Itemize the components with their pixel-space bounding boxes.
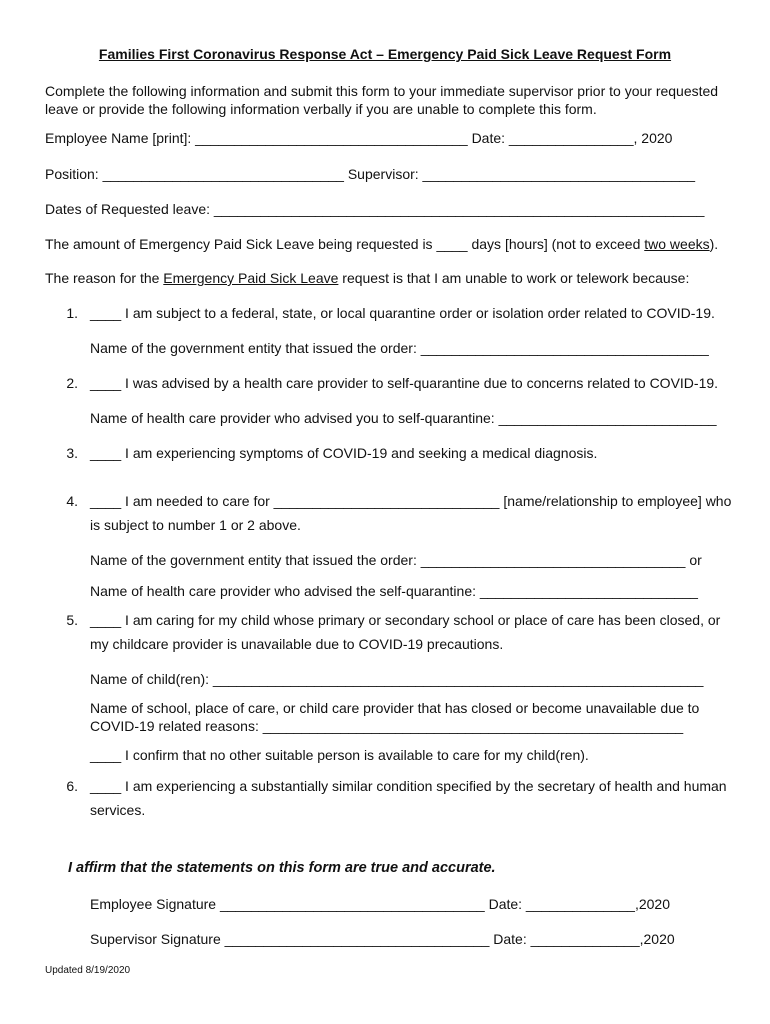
reason-6-text-2: services. bbox=[90, 802, 146, 818]
reason-3-number: 3. bbox=[66, 445, 78, 461]
form-title: Families First Coronavirus Response Act – Emergency Paid Sick Leave Request Form bbox=[98, 46, 672, 62]
position-supervisor-field[interactable]: Position: _______________________________ Supervisor: ___________________________________ bbox=[45, 166, 696, 182]
reason-3-text[interactable]: ____ I am experiencing symptoms of COVID-19 and seeking a medical diagnosis. bbox=[90, 445, 598, 461]
supervisor-signature-field[interactable]: Supervisor Signature __________________________________ Date: ______________,2020 bbox=[90, 931, 675, 947]
affirmation-statement: I affirm that the statements on this form are true and accurate. bbox=[68, 860, 496, 876]
reason-6-text-1[interactable]: ____ I am experiencing a substantially similar condition specified by the secretary of health and human bbox=[90, 778, 727, 794]
child-name-field[interactable]: Name of child(ren): _______________________________________________________________ bbox=[90, 671, 704, 687]
reason-4-number: 4. bbox=[66, 493, 78, 509]
updated-date: Updated 8/19/2020 bbox=[45, 965, 131, 976]
employee-signature-field[interactable]: Employee Signature __________________________________ Date: ______________,2020 bbox=[90, 896, 670, 912]
reason-2-number: 2. bbox=[66, 375, 78, 391]
reason-4-text-2: is subject to number 1 or 2 above. bbox=[90, 517, 301, 533]
reason-4-text-1[interactable]: ____ I am needed to care for _____________________________ [name/relationship to employee] who bbox=[90, 493, 732, 509]
amount-text: The amount of Emergency Paid Sick Leave being requested is ____ days [hours] (not to exceed bbox=[45, 236, 645, 252]
reason-2-provider-field[interactable]: Name of health care provider who advised you to self-quarantine: ____________________________ bbox=[90, 410, 717, 426]
reason-1-number: 1. bbox=[66, 305, 78, 321]
reason-intro bbox=[45, 271, 689, 285]
employee-name-field[interactable]: Employee Name [print]: ___________________________________ Date: ________________, 2020 bbox=[45, 130, 673, 146]
reason-4-entity-field[interactable]: Name of the government entity that issued the order: __________________________________ or bbox=[90, 552, 702, 568]
reason-5-text-1[interactable]: ____ I am caring for my child whose primary or secondary school or place of care has been closed, or bbox=[90, 612, 721, 628]
amount-end: ). bbox=[709, 236, 719, 252]
intro-line-1: Complete the following information and submit this form to your immediate supervisor prior to your requested bbox=[45, 83, 719, 99]
reason-intro-post: request is that I am unable to work or telework because: bbox=[338, 270, 690, 286]
dates-requested-field[interactable]: Dates of Requested leave: _______________________________________________________________ bbox=[45, 201, 705, 217]
reason-1-text[interactable]: ____ I am subject to a federal, state, or local quarantine order or isolation order related to COVID-19. bbox=[90, 305, 715, 321]
school-name-line-1: Name of school, place of care, or child care provider that has closed or become unavailable due to bbox=[90, 700, 700, 716]
reason-5-text-2: my childcare provider is unavailable due to COVID-19 precautions. bbox=[90, 636, 504, 652]
reason-4-provider-field[interactable]: Name of health care provider who advised the self-quarantine: ____________________________ bbox=[90, 583, 698, 599]
intro-line-2: leave or provide the following information verbally if you are unable to complete this form. bbox=[45, 101, 597, 117]
reason-5-number: 5. bbox=[66, 612, 78, 628]
amount-requested-line[interactable] bbox=[45, 237, 718, 251]
confirm-no-other-caregiver[interactable]: ____ I confirm that no other suitable person is available to care for my child(ren). bbox=[90, 747, 589, 763]
school-name-field[interactable]: COVID-19 related reasons: ______________________________________________________ bbox=[90, 718, 684, 734]
reason-intro-pre: The reason for the bbox=[45, 270, 164, 286]
two-weeks-text: two weeks bbox=[644, 236, 710, 252]
emergency-paid-sick-leave-text: Emergency Paid Sick Leave bbox=[163, 270, 339, 286]
reason-6-number: 6. bbox=[66, 778, 78, 794]
reason-1-entity-field[interactable]: Name of the government entity that issued the order: _____________________________________ bbox=[90, 340, 709, 356]
reason-2-text[interactable]: ____ I was advised by a health care provider to self-quarantine due to concerns related to COVID-19. bbox=[90, 375, 719, 391]
